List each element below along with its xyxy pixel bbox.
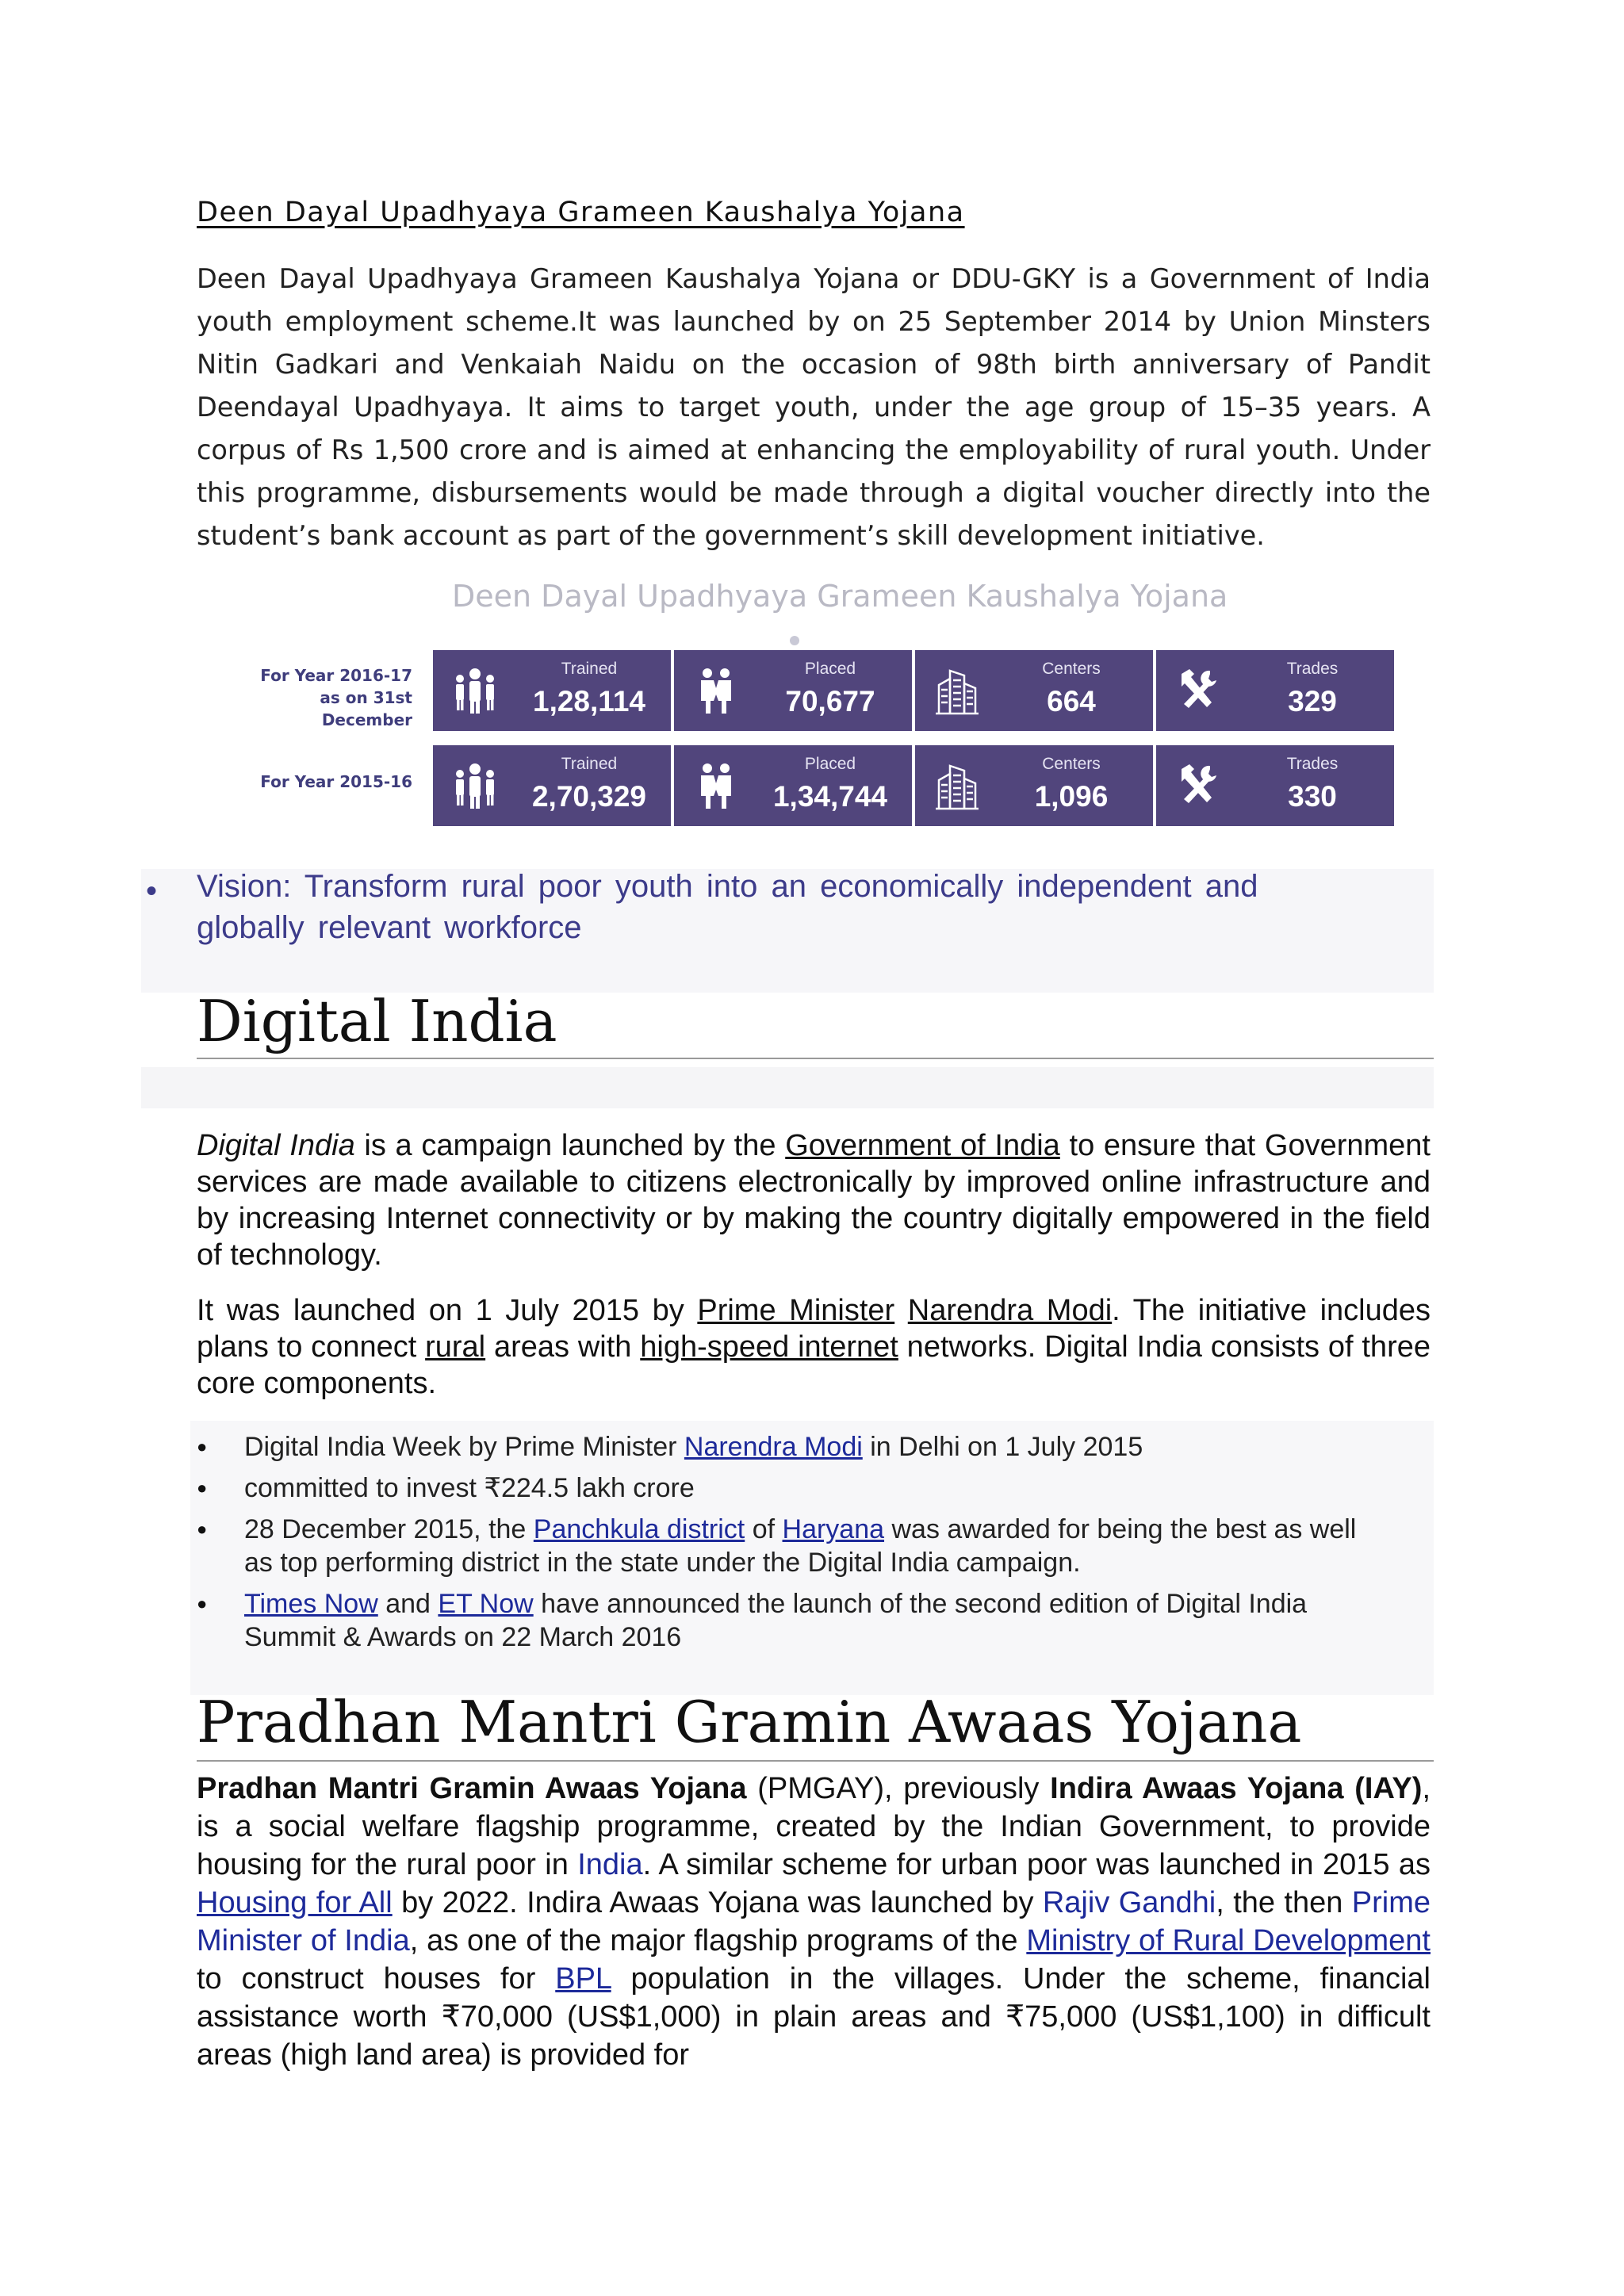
link-prime-minister[interactable]: Prime Minister [697, 1294, 895, 1327]
italic-term: Digital India [197, 1129, 355, 1162]
people-group-icon [452, 666, 498, 715]
text-run: was awarded for being the best as well as top performing district in the state under the Digital India campaign. [244, 1514, 1357, 1578]
text-run: Digital India Week by Prime Minister [244, 1432, 684, 1462]
stat-label: Trades [1286, 660, 1339, 678]
heading-rule [197, 1058, 1434, 1059]
stat-cell-trades [1156, 650, 1394, 731]
link-prime-minister-of-india[interactable]: Prime Minister of India [197, 1886, 1431, 1957]
ddu-gky-infographic [246, 579, 1396, 832]
stat-value: 664 [1047, 685, 1096, 718]
list-item [190, 1471, 1380, 1505]
stat-label: Centers [1042, 755, 1101, 773]
ddu-gky-paragraph: Deen Dayal Upadhyaya Grameen Kaushalya Yojana or DDU-GKY is a Government of India youth employment scheme.It was launched by on 25 September 2014 by Union Minsters Nitin Gadkari and Venkaiah Naidu on the occasion of 98th birth anniversary of Pandit Deendayal Upadhyaya. It aims to target youth, under the age group of 15–35 years. A corpus of Rs 1,500 crore and is aimed at enhancing the employability of rural youth. Under this programme, disbursements would be made through a digital voucher directly into the student’s bank account as part of the government’s skill development initiative. [197, 263, 1431, 551]
stat-label: Placed [804, 755, 856, 773]
text-run: 28 December 2015, the [244, 1514, 534, 1544]
infographic-dot [790, 636, 799, 645]
stat-cell-trained [433, 650, 674, 731]
text-run: by 2022. Indira Awaas Yojana was launched by [392, 1886, 1043, 1919]
link-high-speed-internet[interactable]: high-speed internet [640, 1330, 898, 1364]
tools-icon [1175, 666, 1221, 715]
text-run: areas with [485, 1330, 641, 1364]
stat-value: 2,70,329 [531, 780, 647, 813]
stat-cell-centers [915, 745, 1156, 826]
tools-icon [1175, 761, 1221, 810]
list-item [190, 1430, 1380, 1464]
stat-value: 1,096 [1034, 780, 1109, 813]
year-label-2016-17 [246, 664, 412, 731]
text-run: . The initiative includes plans to connect [197, 1294, 1431, 1364]
stat-cell-centers [915, 650, 1156, 731]
text-run: , as one of the major flagship programs of the [409, 1924, 1027, 1957]
placed-people-icon [693, 666, 739, 715]
text-run: , the then [1216, 1886, 1352, 1919]
link-rajiv-gandhi[interactable]: Rajiv Gandhi [1042, 1886, 1216, 1919]
link-rural[interactable]: rural [425, 1330, 486, 1364]
stat-value: 1,34,744 [772, 780, 888, 813]
building-icon [934, 666, 980, 715]
heading-rule [197, 1760, 1434, 1762]
stats-row-2016-17 [433, 650, 1394, 731]
link-housing-for-all[interactable]: Housing for All [197, 1886, 393, 1919]
stat-label: Trained [561, 755, 618, 773]
stat-cell-placed [674, 650, 915, 731]
digital-india-paragraph-1 [197, 1127, 1431, 1273]
placed-people-icon [693, 761, 739, 810]
link-times-now[interactable]: Times Now [244, 1589, 378, 1619]
list-item [190, 1513, 1380, 1579]
stat-label: Placed [804, 660, 856, 678]
infographic-title: Deen Dayal Upadhyaya Grameen Kaushalya Yojana [452, 579, 1228, 614]
year-label-line: as on 31st December [320, 688, 412, 729]
gray-band [141, 1067, 1434, 1108]
link-ministry-of-rural-development[interactable]: Ministry of Rural Development [1026, 1924, 1431, 1957]
link-haryana[interactable]: Haryana [782, 1514, 885, 1544]
stat-value: 70,677 [785, 685, 875, 718]
stat-label: Trained [561, 660, 618, 678]
text-run: have announced the launch of the second edition of Digital India Summit & Awards on 22 March 2016 [244, 1589, 1308, 1652]
bold-term: Indira Awaas Yojana (IAY) [1050, 1772, 1423, 1805]
link-government-of-india[interactable]: Government of India [785, 1129, 1060, 1162]
vision-bullet: • [146, 874, 158, 909]
stats-row-2015-16 [433, 745, 1394, 826]
digital-india-paragraph-2 [197, 1292, 1431, 1402]
year-label-2015-16 [246, 771, 412, 793]
section-title-ddu-gky: Deen Dayal Upadhyaya Grameen Kaushalya Yojana [197, 197, 965, 228]
text-run: , is a social welfare flagship programme, created by the Indian Government, to provide housing for the rural poor in [197, 1772, 1431, 1881]
text-run: It was launched on 1 July 2015 by [197, 1294, 698, 1327]
text-run: and [377, 1589, 439, 1619]
building-icon [934, 761, 980, 810]
year-label-line: For Year 2016-17 [260, 666, 412, 685]
stat-cell-placed [674, 745, 915, 826]
year-label-line: For Year 2015-16 [260, 772, 412, 791]
stat-value: 329 [1288, 685, 1337, 718]
stat-label: Centers [1042, 660, 1101, 678]
text-run: networks. Digital India consists of three core components. [197, 1330, 1431, 1400]
text-run: of [745, 1514, 783, 1544]
people-group-icon [452, 761, 498, 810]
link-narendra-modi[interactable]: Narendra Modi [684, 1432, 863, 1462]
link-panchkula-district[interactable]: Panchkula district [533, 1514, 745, 1544]
pmgay-paragraph [197, 1770, 1431, 2074]
stat-value: 1,28,114 [533, 685, 645, 718]
stat-label: Trades [1286, 755, 1339, 773]
digital-india-list [190, 1430, 1380, 1662]
link-et-now[interactable]: ET Now [438, 1589, 534, 1619]
link-bpl[interactable]: BPL [555, 1962, 611, 1996]
link-india[interactable]: India [577, 1848, 643, 1881]
text-run: to construct houses for [197, 1962, 556, 1996]
vision-text: Vision: Transform rural poor youth into an economically independent and globally relevant workforce [197, 869, 1258, 945]
text-run: committed to invest ₹224.5 lakh crore [244, 1473, 695, 1503]
text-run: (PMGAY), previously [746, 1772, 1051, 1805]
stat-value: 330 [1288, 780, 1337, 813]
text-run [894, 1294, 908, 1327]
stat-cell-trades [1156, 745, 1394, 826]
stat-cell-trained [433, 745, 674, 826]
heading-pmgay: Pradhan Mantri Gramin Awaas Yojana [197, 1689, 1302, 1755]
text-run: is a campaign launched by the [354, 1129, 786, 1162]
heading-digital-india: Digital India [197, 988, 557, 1054]
text-run: to ensure that Government services are made available to citizens electronically by improved online infrastructure and by increasing Internet connectivity or by making the country digitally empowered in the field of technology. [197, 1129, 1431, 1272]
bold-term: Pradhan Mantri Gramin Awaas Yojana [197, 1772, 747, 1805]
link-narendra-modi[interactable]: Narendra Modi [907, 1294, 1113, 1327]
text-run: in Delhi on 1 July 2015 [862, 1432, 1143, 1462]
text-run: population in the villages. Under the scheme, financial assistance worth ₹70,000 (US$1,000) in plain areas and ₹75,000 (US$1,100) in difficult areas (high land area) is provided for [197, 1962, 1431, 2072]
list-item [190, 1587, 1380, 1654]
text-run: . A similar scheme for urban poor was launched in 2015 as [642, 1848, 1431, 1881]
